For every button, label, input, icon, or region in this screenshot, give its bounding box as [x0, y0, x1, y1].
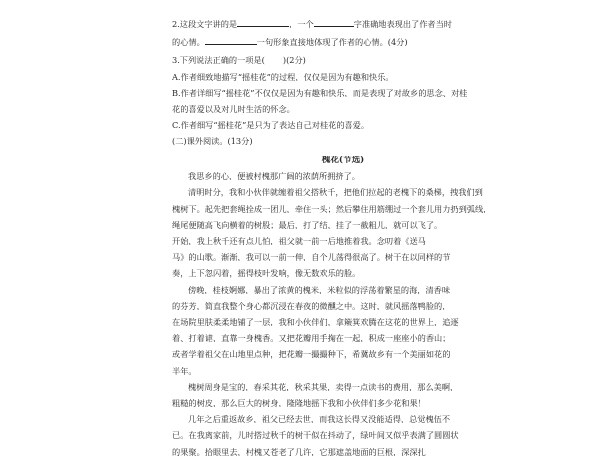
question-3-stem [172, 56, 514, 64]
section-heading: (二)课外阅读。(13分) [172, 137, 253, 146]
article-line: 奏，上下忽闪着，摇得枝叶发响，像无数欢乐的脸。 [172, 269, 361, 278]
article-line: 槐树下。起先把套绳拴成一团儿，牵住一头；然后攀住用筋绷过一个套儿用力扔到弧线， [172, 204, 492, 213]
article-line: 几年之后重返故乡，祖父已经去世，而我这长得又没能适得，总觉槐伍不 [188, 415, 451, 424]
question-2-text-4: 的心情。 [172, 38, 205, 47]
article-line: 粗糙的树皮，那么巨大的树身，隆隆地摇下我和小伙伴们多少花和果！ [172, 399, 426, 408]
answer-blank-1[interactable] [237, 26, 289, 27]
article-line: 着、打着谑，直靠一身槐香。又把花瓣用手掬在一起，积成一座座小的香山； [172, 334, 451, 343]
question-2-text-1: 2.这段文字讲的是 [172, 20, 238, 29]
option-b-line-2: 花的喜爱以及对儿时生活的怀念。 [172, 105, 295, 114]
question-2-line-1 [172, 20, 514, 28]
question-3-text-b: )(2分) [282, 56, 306, 65]
article-line: 已。在我离家前，儿时搭过秋千的树干似在抖动了，绿叶间又似乎表满了圆圆状 [172, 431, 459, 440]
option-c: C.作者细写“摇桂花”是只为了表达自己对桂花的喜爱。 [172, 121, 370, 130]
article-line: 槐树周身是宝的，春采其花，秋采其果，卖得一点读书的费用，那么美啊， [188, 382, 459, 392]
answer-blank-2[interactable] [314, 26, 354, 27]
question-2-text-5: 一句形象直接地体现了作者的心情。(4分) [256, 38, 408, 47]
question-2-line-2 [172, 38, 514, 46]
answer-blank-3[interactable] [205, 44, 257, 45]
option-a: A.作者细致地描写“摇桂花”的过程，仅仅是因为有趣和快乐。 [172, 72, 394, 81]
article-title: 槐花(节选) [321, 155, 365, 165]
question-2-text-3: 字准确地表现出了作者当时 [353, 20, 452, 29]
article-line: 的芬芳，简直我整个身心都沉浸在春夜的微醺之中。这时，就风摇落鸭脸的， [172, 301, 451, 311]
article-line: 半年。 [172, 366, 197, 375]
option-b-line-1: B.作者详细写“摇桂花”不仅仅是因为有趣和快乐，而是表现了对故乡的思念、对桂 [172, 88, 468, 98]
article-line: 我思乡的心，便被村槐那广阔的浓荫所拥挤了。 [188, 172, 360, 181]
article-line: 开始，我上秋千还有点儿怕，祖父就一前一后地推着我。念叨着《送马 [172, 237, 426, 246]
article-body [172, 172, 514, 456]
article-line: 在场院里肤柔柔地铺了一层，我和小伙伴们，拿簸箕欢腾在这花的世界上，追逐 [172, 318, 459, 327]
question-3-text-a: 3.下列说法正确的一项是( [172, 56, 265, 65]
article-line: 马》的山歌。渐渐，我可以一前一伸，自个儿荡得很高了。树干在以同样的节 [172, 253, 451, 262]
article-line: 绳尾便随高飞向横着的树股；最后，打了结，挂了一截粗儿，就可以飞了。 [172, 220, 443, 230]
question-2-text-2: ，一个 [289, 20, 314, 29]
article-line: 的果聚。拾眼里去，村槐又苍老了几许，它那遮盖地面的巨根，深深扎 [172, 447, 426, 456]
article-line: 傍晚，桂枝婀娜，暴出了浓黄的槐米，米粒似的浮荡着繁星的海，清香味 [188, 285, 451, 294]
article-line: 清明时分，我和小伙伴就缠着祖父搭秋千，把他们拉起的老槐下的桑梯，拽我们到 [188, 188, 483, 197]
article-line: 或者学着祖父在山地里点种，把花瓣一撮撮种下，希冀故乡有一个美丽如花的 [172, 350, 451, 359]
